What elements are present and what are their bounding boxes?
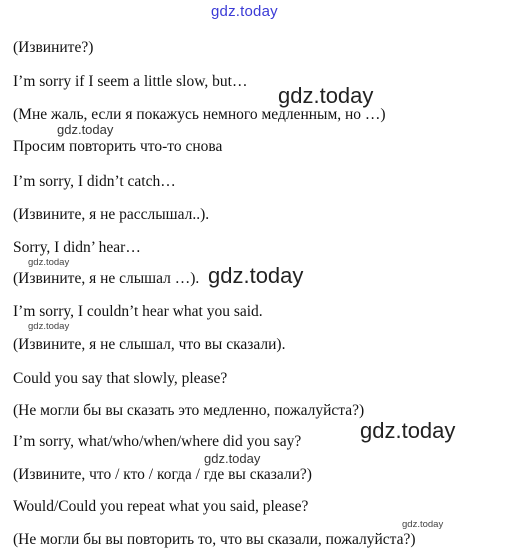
watermark-top: gdz.today (211, 3, 278, 20)
text-line-15: Would/Could you repeat what you said, please? (13, 498, 309, 515)
text-line-6: (Извините, я не расслышал..). (13, 206, 210, 223)
text-line-2: I’m sorry if I seem a little slow, but… (13, 73, 248, 90)
text-line-7: Sorry, I didn’ hear… (13, 239, 141, 256)
text-line-16: (Не могли бы вы повторить то, что вы сказали, пожалуйста?) (13, 531, 416, 548)
text-line-14: (Извините, что / кто / когда / где вы сказали?) (13, 466, 312, 483)
watermark-4: gdz.today (208, 263, 304, 288)
text-line-3: (Мне жаль, если я покажусь немного медленным, но …) (13, 106, 386, 123)
watermark-2: gdz.today (57, 122, 114, 137)
watermark-7: gdz.today (204, 451, 261, 466)
text-line-9: I’m sorry, I couldn’t hear what you said. (13, 303, 263, 320)
watermark-5: gdz.today (28, 321, 70, 332)
text-line-4: Просим повторить что-то снова (13, 138, 223, 155)
text-line-5: I’m sorry, I didn’t catch… (13, 173, 176, 190)
text-line-8: (Извините, я не слышал …). (13, 270, 200, 287)
text-line-1: (Извините?) (13, 39, 94, 56)
watermark-8: gdz.today (402, 519, 444, 530)
watermark-3: gdz.today (28, 257, 70, 268)
text-line-13: I’m sorry, what/who/when/where did you say? (13, 433, 302, 450)
watermark-6: gdz.today (360, 418, 456, 443)
watermark-1: gdz.today (278, 83, 374, 108)
text-line-11: Could you say that slowly, please? (13, 370, 228, 387)
text-line-10: (Извините, я не слышал, что вы сказали). (13, 336, 286, 353)
text-line-12: (Не могли бы вы сказать это медленно, пожалуйста?) (13, 402, 365, 419)
